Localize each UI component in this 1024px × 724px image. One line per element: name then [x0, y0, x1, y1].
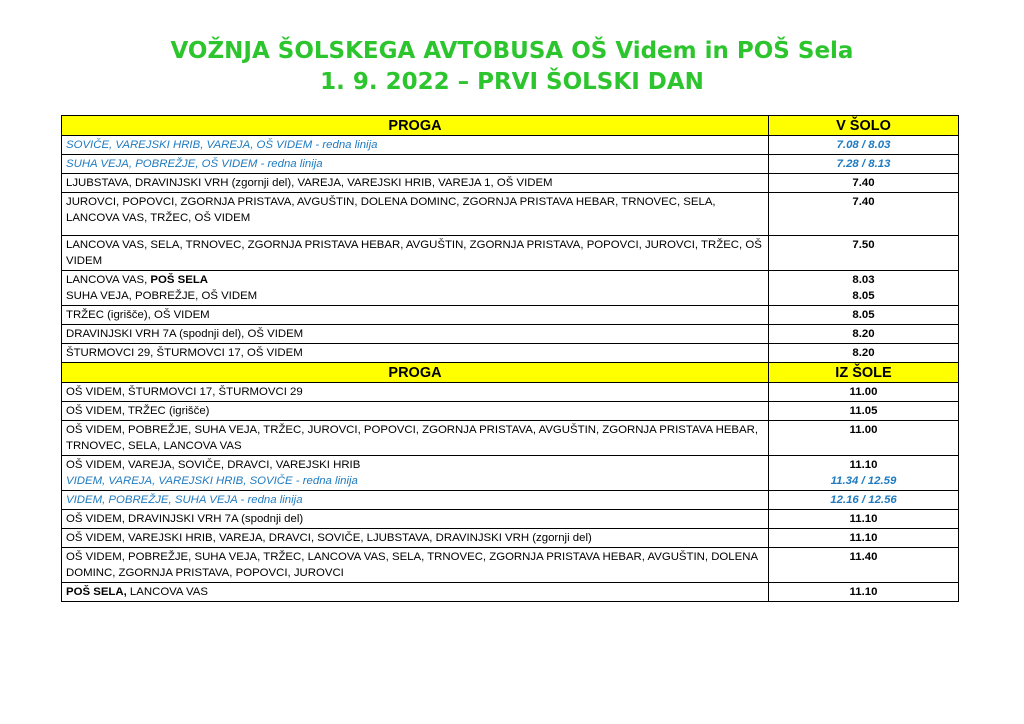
- table-row: [62, 529, 959, 548]
- table-row: [62, 344, 959, 363]
- route-text: SOVIČE, VAREJSKI HRIB, VAREJA, OŠ VIDEM: [66, 139, 313, 151]
- route-cell: OŠ VIDEM, TRŽEC (igrišče): [62, 402, 769, 421]
- table-row: [62, 155, 959, 174]
- table-row: [62, 383, 959, 402]
- route-cell: [62, 136, 769, 155]
- route-cell: [62, 548, 769, 583]
- page-title: [0, 36, 1024, 98]
- route-cell: ŠTURMOVCI 29, ŠTURMOVCI 17, OŠ VIDEM: [62, 344, 769, 363]
- table-row: [62, 325, 959, 344]
- route-text: SUHA VEJA, POBREŽJE, OŠ VIDEM: [66, 158, 258, 170]
- title-line-1: VOŽNJA ŠOLSKEGA AVTOBUSA OŠ Videm in POŠ Sela: [170, 38, 854, 64]
- time-text: 11.34 / 12.59: [830, 475, 897, 487]
- route-cell: LJUBSTAVA, DRAVINJSKI VRH (zgornji del), VAREJA, VAREJSKI HRIB, VAREJA 1, OŠ VIDEM: [62, 174, 769, 193]
- to-school-header-row: [62, 116, 959, 136]
- time-cell: 11.10: [769, 583, 959, 602]
- table-row: [62, 193, 959, 236]
- title-line-2: 1. 9. 2022 – PRVI ŠOLSKI DAN: [320, 69, 704, 95]
- bus-schedule-table: [61, 115, 959, 602]
- table-row: [62, 402, 959, 421]
- route-cell: [62, 456, 769, 491]
- time-cell: 7.50: [769, 236, 959, 271]
- route-text: VIDEM, POBREŽJE, SUHA VEJA: [66, 494, 238, 506]
- time-cell: 11.00: [769, 421, 959, 456]
- route-cell: [62, 193, 769, 236]
- regular-line-note: - redna linija: [292, 475, 358, 487]
- route-cell: [62, 421, 769, 456]
- route-text: OŠ VIDEM, POBREŽJE, SUHA VEJA, TRŽEC, JUROVCI, POPOVCI, ZGORNJA PRISTAVA, AVGUŠTIN, ZGORNJA PRISTAVA HEBAR, TRNOVEC, SELA, LANCOVA VAS: [66, 424, 758, 452]
- route-cell: OŠ VIDEM, DRAVINJSKI VRH 7A (spodnji del): [62, 510, 769, 529]
- route-text: LANCOVA VAS, SELA, TRNOVEC, ZGORNJA PRISTAVA HEBAR, AVGUŠTIN, ZGORNJA PRISTAVA, POPOVCI, JUROVCI, TRŽEC, OŠ VIDEM: [66, 239, 762, 267]
- time-cell: 11.05: [769, 402, 959, 421]
- table-row: [62, 548, 959, 583]
- route-cell: [62, 271, 769, 306]
- table-row: [62, 236, 959, 271]
- regular-line-note: - redna linija: [237, 494, 303, 506]
- time-cell: 7.28 / 8.13: [769, 155, 959, 174]
- table-row: [62, 136, 959, 155]
- regular-line-note: - redna linija: [257, 158, 323, 170]
- route-text-bold: POŠ SELA: [150, 274, 209, 286]
- route-text: LANCOVA VAS: [126, 586, 209, 598]
- time-cell: 8.20: [769, 325, 959, 344]
- table-row: [62, 456, 959, 491]
- from-school-column-header: IZ ŠOLE: [769, 363, 959, 383]
- table-row: [62, 510, 959, 529]
- table-row: [62, 174, 959, 193]
- route-cell: [62, 155, 769, 174]
- time-cell: 8.20: [769, 344, 959, 363]
- time-cell: 7.40: [769, 193, 959, 236]
- time-cell: 11.10: [769, 529, 959, 548]
- route-text-bold: POŠ SELA,: [66, 586, 127, 598]
- to-school-column-header: V ŠOLO: [769, 116, 959, 136]
- route-column-header: PROGA: [62, 363, 769, 383]
- time-text: 11.10: [849, 459, 878, 471]
- table-row: [62, 421, 959, 456]
- route-cell: [62, 236, 769, 271]
- route-text: SUHA VEJA, POBREŽJE, OŠ VIDEM: [66, 290, 258, 302]
- time-cell: 11.40: [769, 548, 959, 583]
- route-text: LANCOVA VAS,: [66, 274, 151, 286]
- time-cell: [769, 456, 959, 491]
- route-text: JUROVCI, POPOVCI, ZGORNJA PRISTAVA, AVGUŠTIN, DOLENA DOMINC, ZGORNJA PRISTAVA HEBAR, TRNOVEC, SELA, LANCOVA VAS, TRŽEC, OŠ VIDEM: [66, 196, 716, 224]
- time-cell: [769, 271, 959, 306]
- time-cell: 7.08 / 8.03: [769, 136, 959, 155]
- route-text: OŠ VIDEM, VAREJA, SOVIČE, DRAVCI, VAREJSKI HRIB: [66, 459, 361, 471]
- table-row: [62, 583, 959, 602]
- from-school-header-row: [62, 363, 959, 383]
- time-cell: 11.00: [769, 383, 959, 402]
- table-row: [62, 271, 959, 306]
- time-text: 8.03: [852, 274, 875, 286]
- route-cell: TRŽEC (igrišče), OŠ VIDEM: [62, 306, 769, 325]
- route-cell: OŠ VIDEM, ŠTURMOVCI 17, ŠTURMOVCI 29: [62, 383, 769, 402]
- table-row: [62, 306, 959, 325]
- route-cell: [62, 491, 769, 510]
- regular-line-note: - redna linija: [312, 139, 378, 151]
- time-cell: 8.05: [769, 306, 959, 325]
- route-cell: DRAVINJSKI VRH 7A (spodnji del), OŠ VIDEM: [62, 325, 769, 344]
- time-text: 8.05: [852, 290, 875, 302]
- route-cell: OŠ VIDEM, VAREJSKI HRIB, VAREJA, DRAVCI, SOVIČE, LJUBSTAVA, DRAVINJSKI VRH (zgornji del): [62, 529, 769, 548]
- route-text: OŠ VIDEM, POBREŽJE, SUHA VEJA, TRŽEC, LANCOVA VAS, SELA, TRNOVEC, ZGORNJA PRISTAVA HEBAR, AVGUŠTIN, DOLENA DOMINC, ZGORNJA PRISTAVA, POPOVCI, JUROVCI: [66, 551, 758, 579]
- route-cell: [62, 583, 769, 602]
- time-cell: 7.40: [769, 174, 959, 193]
- time-cell: 11.10: [769, 510, 959, 529]
- route-text: VIDEM, VAREJA, VAREJSKI HRIB, SOVIČE: [66, 475, 293, 487]
- table-row: [62, 491, 959, 510]
- route-column-header: PROGA: [62, 116, 769, 136]
- time-cell: 12.16 / 12.56: [769, 491, 959, 510]
